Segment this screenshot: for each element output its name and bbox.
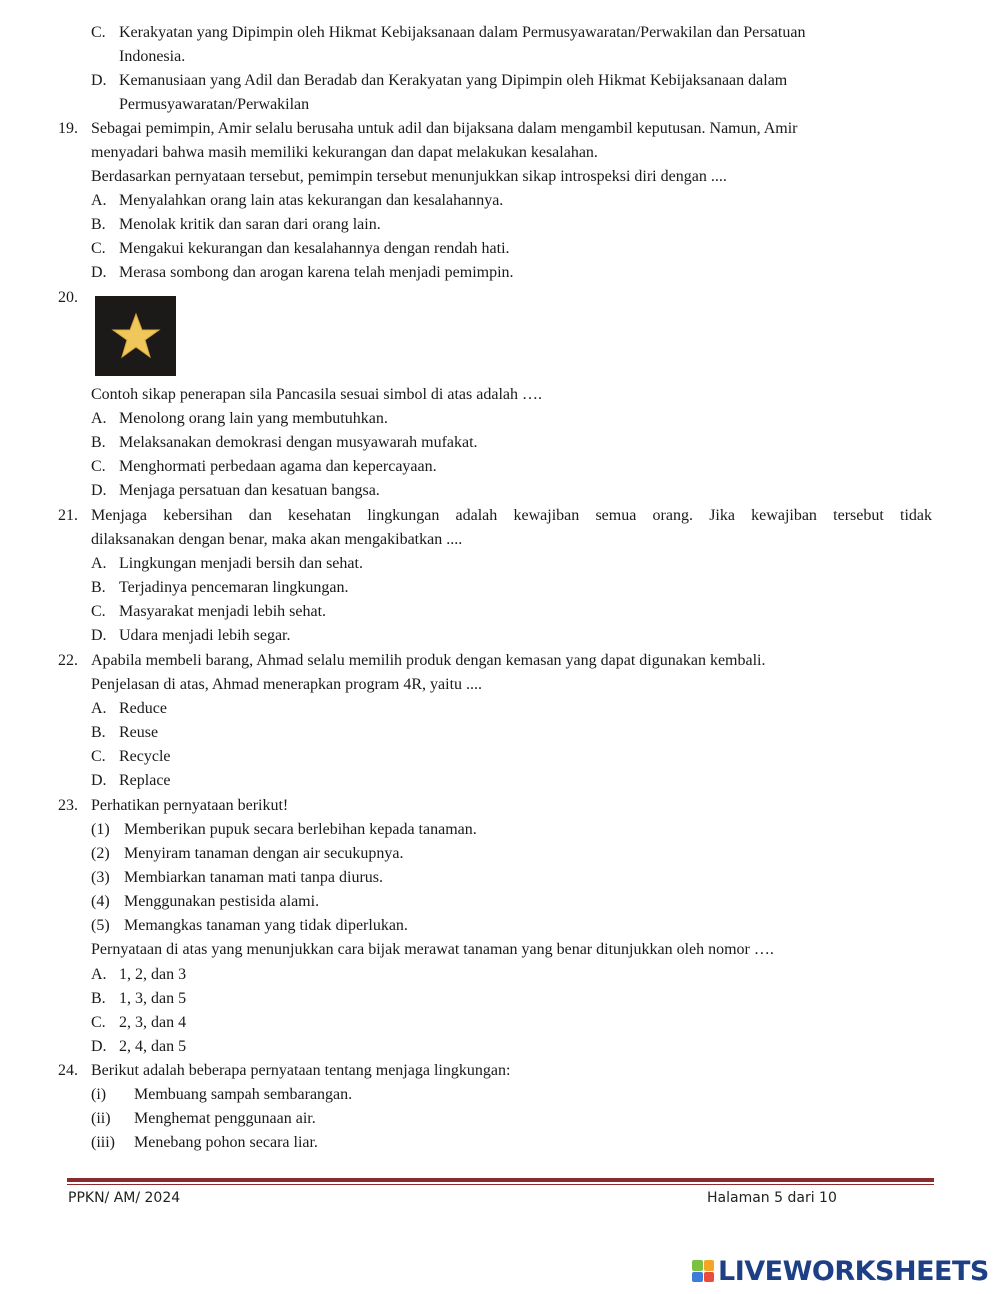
option-letter: C. xyxy=(91,603,106,620)
q23-statement-3 xyxy=(91,867,383,889)
q22-option-c[interactable] xyxy=(91,746,171,768)
question-number: 23. xyxy=(58,797,78,814)
q23-option-a[interactable] xyxy=(91,964,186,986)
option-letter: B. xyxy=(91,216,106,233)
statement-text: Memberikan pupuk secara berlebihan kepada tanaman. xyxy=(124,821,477,838)
option-text: 2, 4, dan 5 xyxy=(119,1038,187,1055)
liveworksheets-icon xyxy=(692,1260,714,1282)
q18-option-d-continued: Permusyawaratan/Perwakilan xyxy=(119,96,310,113)
q22-text-line-2: Penjelasan di atas, Ahmad menerapkan program 4R, yaitu .... xyxy=(91,676,483,693)
q19-option-d[interactable] xyxy=(91,262,514,284)
statement-text: Menyiram tanaman dengan air secukupnya. xyxy=(124,845,404,862)
q19-text-line-3: Berdasarkan pernyataan tersebut, pemimpin tersebut menunjukkan sikap introspeksi diri dengan .... xyxy=(91,168,727,185)
q18-option-c-continued: Indonesia. xyxy=(119,48,186,65)
option-text: Menyalahkan orang lain atas kekurangan dan kesalahannya. xyxy=(119,192,504,209)
q20-question: Contoh sikap penerapan sila Pancasila sesuai simbol di atas adalah …. xyxy=(91,386,542,403)
q24-statement-ii xyxy=(91,1108,316,1130)
footer-divider-thin xyxy=(67,1184,934,1185)
q20-option-a[interactable] xyxy=(91,408,388,430)
option-text: Lingkungan menjadi bersih dan sehat. xyxy=(119,555,363,572)
q21-option-a[interactable] xyxy=(91,553,363,575)
option-letter: D. xyxy=(91,627,107,644)
q23-intro: Perhatikan pernyataan berikut! xyxy=(91,797,289,814)
option-letter: C. xyxy=(91,24,106,41)
footer-page-number: Halaman 5 dari 10 xyxy=(707,1190,837,1206)
q24-statement-iii xyxy=(91,1132,318,1154)
option-text: 1, 2, dan 3 xyxy=(119,966,187,983)
q23-statement-4 xyxy=(91,891,319,913)
option-letter: C. xyxy=(91,458,106,475)
statement-number: (i) xyxy=(91,1086,107,1103)
statement-number: (3) xyxy=(91,869,110,886)
statement-text: Menghemat penggunaan air. xyxy=(134,1110,316,1127)
star-icon xyxy=(111,311,161,361)
option-letter: B. xyxy=(91,579,106,596)
option-text: Masyarakat menjadi lebih sehat. xyxy=(119,603,327,620)
q20-option-b[interactable] xyxy=(91,432,478,454)
statement-text: Menebang pohon secara liar. xyxy=(134,1134,318,1151)
q23-statement-5 xyxy=(91,915,408,937)
option-text: Menghormati perbedaan agama dan kepercayaan. xyxy=(119,458,437,475)
option-text: Menolak kritik dan saran dari orang lain. xyxy=(119,216,381,233)
option-text: Merasa sombong dan arogan karena telah menjadi pemimpin. xyxy=(119,264,514,281)
footer-divider xyxy=(67,1178,934,1182)
option-letter: B. xyxy=(91,724,106,741)
statement-number: (2) xyxy=(91,845,110,862)
q23-statement-2 xyxy=(91,843,403,865)
option-text: Menolong orang lain yang membutuhkan. xyxy=(119,410,388,427)
option-letter: C. xyxy=(91,240,106,257)
statement-text: Membuang sampah sembarangan. xyxy=(134,1086,353,1103)
option-text: Melaksanakan demokrasi dengan musyawarah mufakat. xyxy=(119,434,478,451)
option-letter: D. xyxy=(91,264,107,281)
q23-option-d[interactable] xyxy=(91,1036,186,1058)
option-text: Menjaga persatuan dan kesatuan bangsa. xyxy=(119,482,380,499)
question-number: 21. xyxy=(58,507,78,524)
option-letter: C. xyxy=(91,748,106,765)
q21-text-line-2: dilaksanakan dengan benar, maka akan mengakibatkan .... xyxy=(91,531,463,548)
q18-option-d[interactable] xyxy=(91,70,787,92)
option-text: Udara menjadi lebih segar. xyxy=(119,627,291,644)
q24-intro: Berikut adalah beberapa pernyataan tentang menjaga lingkungan: xyxy=(91,1062,511,1079)
question-number: 19. xyxy=(58,120,78,137)
option-letter: C. xyxy=(91,1014,106,1031)
option-letter: D. xyxy=(91,482,107,499)
option-text: 1, 3, dan 5 xyxy=(119,990,187,1007)
q23-option-c[interactable] xyxy=(91,1012,186,1034)
q22-option-b[interactable] xyxy=(91,722,158,744)
liveworksheets-wordmark: LIVEWORKSHEETS xyxy=(718,1255,989,1287)
q23-question: Pernyataan di atas yang menunjukkan cara bijak merawat tanaman yang benar ditunjukkan oleh nomor …. xyxy=(91,941,774,958)
q22-option-a[interactable] xyxy=(91,698,167,720)
q23-statement-1 xyxy=(91,819,477,841)
statement-text: Menggunakan pestisida alami. xyxy=(124,893,320,910)
statement-number: (1) xyxy=(91,821,110,838)
statement-number: (5) xyxy=(91,917,110,934)
option-letter: D. xyxy=(91,772,107,789)
q19-text-line-1: Sebagai pemimpin, Amir selalu berusaha untuk adil dan bijaksana dalam mengambil keputusan. Namun, Amir xyxy=(91,120,798,137)
q24-statement-i xyxy=(91,1084,352,1106)
footer-course-code: PPKN/ AM/ 2024 xyxy=(68,1190,181,1206)
option-text: Recycle xyxy=(119,748,171,765)
q18-option-c[interactable] xyxy=(91,22,805,44)
q21-option-d[interactable] xyxy=(91,625,291,647)
q21-text-line-1: Menjaga kebersihan dan kesehatan lingkungan adalah kewajiban semua orang. Jika kewajiban tersebut tidak xyxy=(91,507,932,524)
option-letter: A. xyxy=(91,555,107,572)
q20-option-d[interactable] xyxy=(91,480,380,502)
option-text: Mengakui kekurangan dan kesalahannya dengan rendah hati. xyxy=(119,240,510,257)
q19-option-c[interactable] xyxy=(91,238,510,260)
pancasila-star-symbol xyxy=(95,296,176,376)
q19-option-a[interactable] xyxy=(91,190,503,212)
q20-option-c[interactable] xyxy=(91,456,437,478)
q22-option-d[interactable] xyxy=(91,770,171,792)
question-number: 20. xyxy=(58,289,78,306)
option-letter: A. xyxy=(91,410,107,427)
option-text: Kemanusiaan yang Adil dan Beradab dan Kerakyatan yang Dipimpin oleh Hikmat Kebijaksanaan dalam xyxy=(119,72,788,89)
option-letter: A. xyxy=(91,700,107,717)
option-letter: A. xyxy=(91,192,107,209)
option-text: Kerakyatan yang Dipimpin oleh Hikmat Kebijaksanaan dalam Permusyawaratan/Perwakilan dan Persatuan xyxy=(119,24,806,41)
option-letter: A. xyxy=(91,966,107,983)
statement-number: (iii) xyxy=(91,1134,115,1151)
q22-text-line-1: Apabila membeli barang, Ahmad selalu memilih produk dengan kemasan yang dapat digunakan kembali. xyxy=(91,652,766,669)
q23-option-b[interactable] xyxy=(91,988,186,1010)
statement-text: Memangkas tanaman yang tidak diperlukan. xyxy=(124,917,408,934)
option-letter: B. xyxy=(91,434,106,451)
option-text: Reduce xyxy=(119,700,167,717)
option-letter: D. xyxy=(91,72,107,89)
question-number: 22. xyxy=(58,652,78,669)
q21-option-c[interactable] xyxy=(91,601,326,623)
statement-number: (ii) xyxy=(91,1110,111,1127)
liveworksheets-logo xyxy=(692,1254,989,1288)
option-text: 2, 3, dan 4 xyxy=(119,1014,187,1031)
q21-option-b[interactable] xyxy=(91,577,348,599)
statement-text: Membiarkan tanaman mati tanpa diurus. xyxy=(124,869,384,886)
statement-number: (4) xyxy=(91,893,110,910)
option-letter: B. xyxy=(91,990,106,1007)
option-text: Terjadinya pencemaran lingkungan. xyxy=(119,579,349,596)
q19-option-b[interactable] xyxy=(91,214,381,236)
question-number: 24. xyxy=(58,1062,78,1079)
q19-text-line-2: menyadari bahwa masih memiliki kekurangan dan dapat melakukan kesalahan. xyxy=(91,144,598,161)
option-letter: D. xyxy=(91,1038,107,1055)
option-text: Reuse xyxy=(119,724,159,741)
option-text: Replace xyxy=(119,772,171,789)
